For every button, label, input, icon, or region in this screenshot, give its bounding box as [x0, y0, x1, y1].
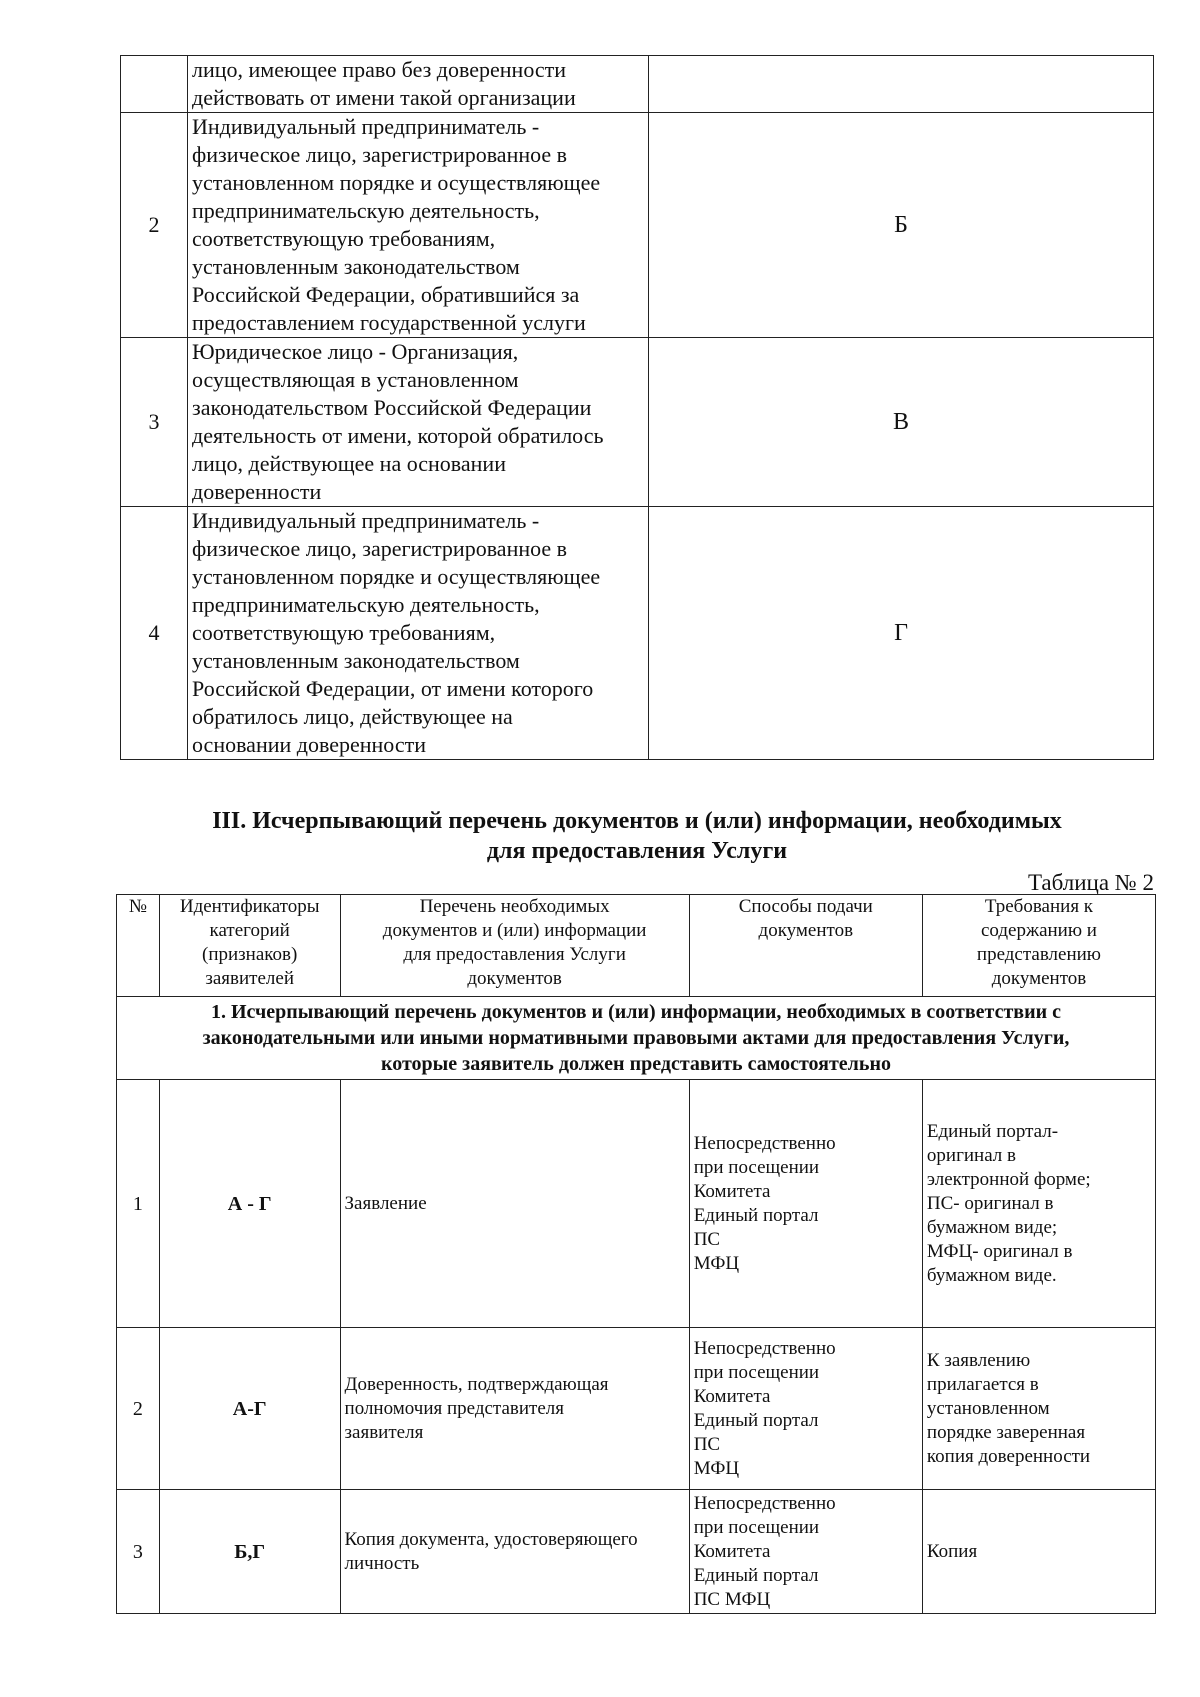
- category-code: Б: [649, 113, 1154, 338]
- documents-table-header: [117, 895, 1156, 997]
- row-number: 2: [117, 1328, 160, 1490]
- header-requirements: [922, 895, 1155, 997]
- category-description-line: Российской Федерации, обратившийся за: [192, 282, 580, 307]
- submission-methods-line: ПС: [693, 1433, 721, 1455]
- category-description: [188, 507, 649, 760]
- category-description-line: лицо, действующее на основании: [192, 451, 506, 476]
- row-number: [121, 56, 188, 113]
- category-description: [188, 56, 649, 113]
- category-description-line: установленном порядке и осуществляющее: [192, 564, 601, 589]
- category-code: [649, 56, 1154, 113]
- submission-methods-line: Единый портал: [693, 1564, 819, 1586]
- document-requirements-line: ПС- оригинал в: [926, 1192, 1054, 1214]
- header-documents-list-line: Перечень необходимых: [419, 896, 610, 917]
- submission-methods-line: Единый портал: [693, 1204, 819, 1226]
- document-requirements-line: оригинал в: [926, 1144, 1017, 1166]
- header-categories-line: (признаков): [202, 944, 298, 965]
- header-number: [117, 895, 160, 997]
- category-code: Г: [649, 507, 1154, 760]
- row-number: 3: [117, 1490, 160, 1614]
- document-requirements-line: К заявлению: [926, 1349, 1031, 1371]
- document-name-line: Доверенность, подтверждающая: [344, 1373, 609, 1395]
- submission-methods-line: Комитета: [693, 1180, 771, 1202]
- category-description-line: Российской Федерации, от имени которого: [192, 676, 594, 701]
- header-categories-line: заявителей: [205, 968, 294, 989]
- document-requirements-line: копия доверенности: [926, 1445, 1091, 1467]
- category-description: [188, 338, 649, 507]
- document-requirements: [922, 1328, 1155, 1490]
- documents-table-subheader-line: законодательными или иными нормативными правовыми актами для предоставления Услуги,: [202, 1027, 1070, 1049]
- submission-methods-line: Комитета: [693, 1385, 771, 1407]
- document-name: [340, 1328, 689, 1490]
- document-name-line: заявителя: [344, 1421, 424, 1443]
- header-documents-list-line: документов: [467, 968, 562, 989]
- table-row: [117, 1080, 1156, 1328]
- submission-methods: [689, 1328, 922, 1490]
- documents-table-subheader: [117, 997, 1156, 1080]
- section-heading-line-1: III. Исчерпывающий перечень документов и (или) информации, необходимых: [212, 808, 1062, 834]
- documents-table: [116, 894, 1156, 1614]
- category-description-line: соответствующую требованиям,: [192, 620, 496, 645]
- category-description-line: Индивидуальный предприниматель -: [192, 508, 540, 533]
- table-row: [121, 113, 1154, 338]
- header-documents-list-line: для предоставления Услуги: [403, 944, 626, 965]
- header-submission-methods: [689, 895, 922, 997]
- category-description-line: установленным законодательством: [192, 254, 520, 279]
- document-requirements: [922, 1080, 1155, 1328]
- category-code: В: [649, 338, 1154, 507]
- header-submission-methods-line: документов: [758, 920, 854, 941]
- document-name: [340, 1490, 689, 1614]
- applicant-categories: А-Г: [159, 1328, 340, 1490]
- category-description-line: установленном порядке и осуществляющее: [192, 170, 601, 195]
- document-name-line: полномочия представителя: [344, 1397, 564, 1419]
- header-categories-line: категорий: [209, 920, 290, 941]
- row-number: 4: [121, 507, 188, 760]
- header-documents-list: [340, 895, 689, 997]
- document-requirements-line: Единый портал-: [926, 1120, 1059, 1142]
- category-description-line: физическое лицо, зарегистрированное в: [192, 142, 568, 167]
- header-requirements-line: документов: [991, 968, 1087, 989]
- header-requirements-line: Требования к: [984, 896, 1094, 917]
- submission-methods: [689, 1490, 922, 1614]
- table-number-label: Таблица № 2: [1027, 870, 1154, 895]
- category-description-line: соответствующую требованиям,: [192, 226, 496, 251]
- document-name: [340, 1080, 689, 1328]
- category-description-line: лицо, имеющее право без доверенности: [192, 57, 567, 82]
- submission-methods-line: ПС МФЦ: [693, 1588, 771, 1610]
- row-number: 1: [117, 1080, 160, 1328]
- submission-methods-line: при посещении: [693, 1516, 820, 1538]
- document-requirements-line: прилагается в: [926, 1373, 1039, 1395]
- category-description-line: предпринимательскую деятельность,: [192, 592, 540, 617]
- section-heading: [120, 806, 1154, 866]
- submission-methods-line: МФЦ: [693, 1457, 740, 1479]
- section-heading-line-2: для предоставления Услуги: [486, 838, 788, 864]
- submission-methods-line: Единый портал: [693, 1409, 819, 1431]
- category-description-line: деятельность от имени, которой обратилось: [192, 423, 604, 448]
- header-number-line: №: [128, 896, 147, 917]
- category-description-line: предпринимательскую деятельность,: [192, 198, 540, 223]
- table-row: [121, 338, 1154, 507]
- applicant-categories: А - Г: [159, 1080, 340, 1328]
- document-requirements-line: Копия: [926, 1540, 978, 1562]
- document-requirements-line: электронной форме;: [926, 1168, 1091, 1190]
- header-requirements-line: представлению: [976, 944, 1101, 965]
- document-name-line: Копия документа, удостоверяющего: [344, 1528, 638, 1550]
- category-description-line: осуществляющая в установленном: [192, 367, 519, 392]
- submission-methods-line: Непосредственно: [693, 1132, 836, 1154]
- category-description-line: законодательством Российской Федерации: [192, 395, 592, 420]
- submission-methods-line: Комитета: [693, 1540, 771, 1562]
- document-requirements: [922, 1490, 1155, 1614]
- category-description: [188, 113, 649, 338]
- table-row: [117, 1328, 1156, 1490]
- document-requirements-line: установленном: [926, 1397, 1050, 1419]
- documents-table-subheader-row: [117, 997, 1156, 1080]
- submission-methods-line: при посещении: [693, 1156, 820, 1178]
- row-number: 2: [121, 113, 188, 338]
- applicant-categories-table: [120, 55, 1154, 760]
- category-description-line: установленным законодательством: [192, 648, 520, 673]
- table-row: [117, 1490, 1156, 1614]
- submission-methods-line: Непосредственно: [693, 1492, 836, 1514]
- document-name-line: личность: [344, 1552, 420, 1574]
- category-description-line: действовать от имени такой организации: [192, 85, 576, 110]
- submission-methods-line: ПС: [693, 1228, 721, 1250]
- document-requirements-line: бумажном виде;: [926, 1216, 1058, 1238]
- submission-methods-line: при посещении: [693, 1361, 820, 1383]
- submission-methods-line: МФЦ: [693, 1252, 740, 1274]
- category-description-line: предоставлением государственной услуги: [192, 310, 586, 335]
- header-categories: [159, 895, 340, 997]
- category-description-line: основании доверенности: [192, 732, 426, 757]
- document-requirements-line: МФЦ- оригинал в: [926, 1240, 1073, 1262]
- submission-methods: [689, 1080, 922, 1328]
- category-description-line: физическое лицо, зарегистрированное в: [192, 536, 568, 561]
- category-description-line: Юридическое лицо - Организация,: [192, 339, 519, 364]
- table-row: [121, 56, 1154, 113]
- header-documents-list-line: документов и (или) информации: [382, 920, 647, 941]
- header-categories-line: Идентификаторы: [179, 896, 320, 917]
- table-row: [121, 507, 1154, 760]
- category-description-line: Индивидуальный предприниматель -: [192, 114, 540, 139]
- applicant-categories: Б,Г: [159, 1490, 340, 1614]
- category-description-line: обратилось лицо, действующее на: [192, 704, 513, 729]
- documents-table-subheader-line: 1. Исчерпывающий перечень документов и (или) информации, необходимых в соответствии с: [210, 1001, 1062, 1023]
- header-requirements-line: содержанию и: [980, 920, 1097, 941]
- document-requirements-line: порядке заверенная: [926, 1421, 1086, 1443]
- documents-table-subheader-line: которые заявитель должен представить самостоятельно: [381, 1053, 891, 1075]
- submission-methods-line: Непосредственно: [693, 1337, 836, 1359]
- row-number: 3: [121, 338, 188, 507]
- header-submission-methods-line: Способы подачи: [738, 896, 873, 917]
- category-description-line: доверенности: [192, 479, 322, 504]
- document-requirements-line: бумажном виде.: [926, 1264, 1057, 1286]
- document-name-line: Заявление: [344, 1192, 427, 1214]
